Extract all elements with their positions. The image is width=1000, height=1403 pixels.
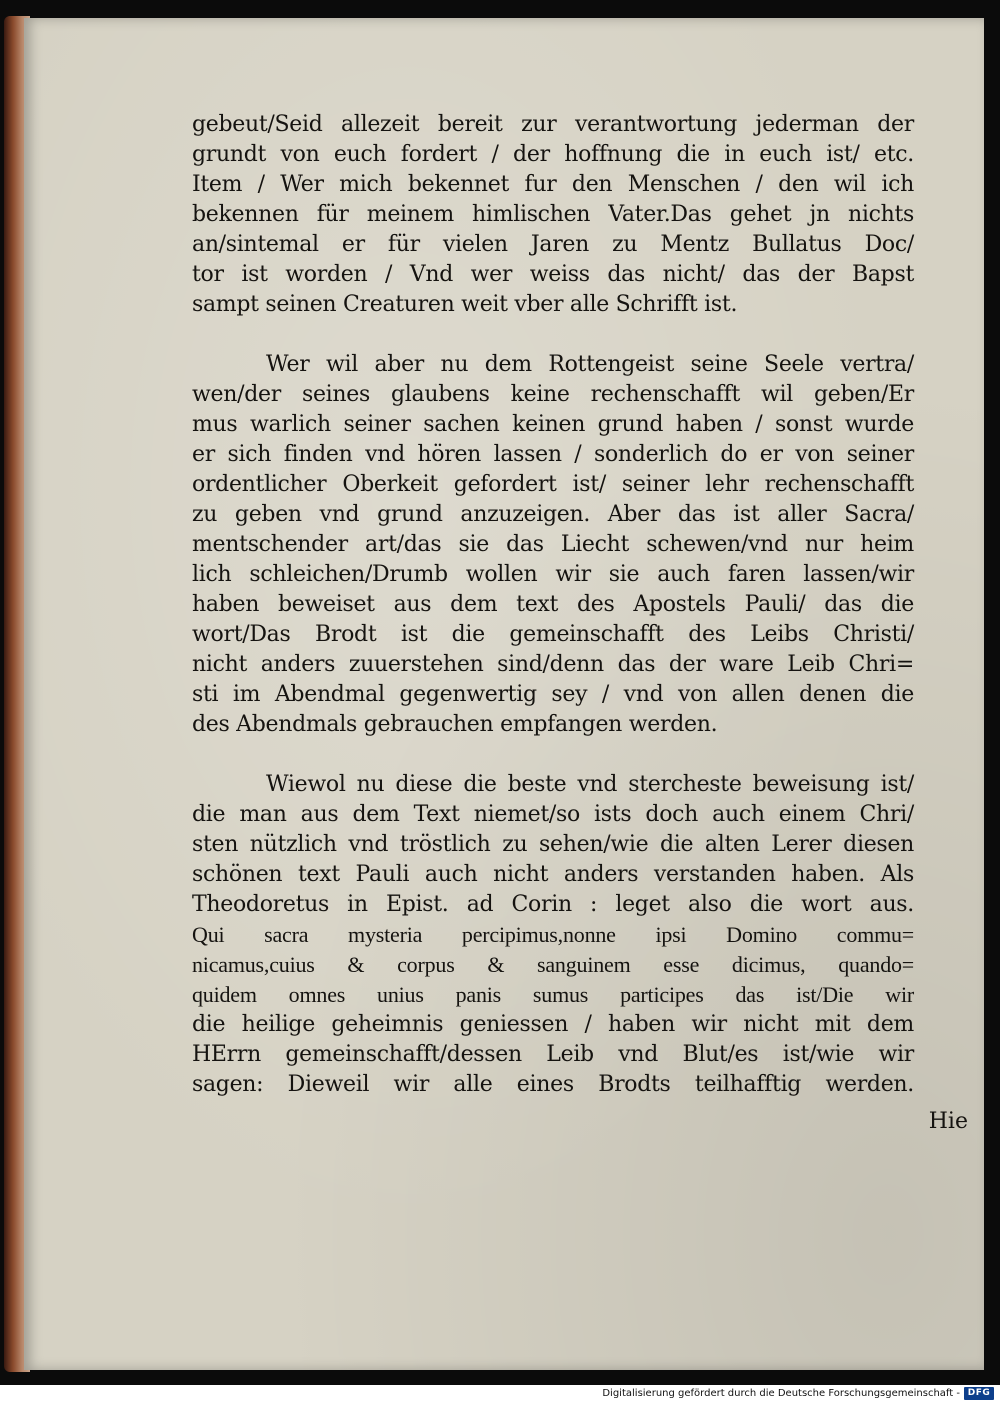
text-line: Theodoretus in Epist. ad Corin : leget also die wort aus. [192, 892, 914, 917]
paragraph-1 [192, 110, 914, 320]
text-line: ordentlicher Oberkeit gefordert ist/ seiner lehr rechenschafft [192, 472, 914, 497]
text-line: Item / Wer mich bekennet fur den Menschen / den wil ich [192, 172, 914, 197]
page-text [192, 110, 914, 1100]
text-line-latin: nicamus,cuius & corpus & sanguinem esse dicimus, quando= [192, 952, 914, 977]
text-line: die man aus dem Text niemet/so ists doch auch einem Chri/ [192, 802, 914, 827]
text-line-latin: quidem omnes unius panis sumus participes das ist/Die wir [192, 982, 914, 1007]
text-line: wort/Das Brodt ist die gemeinschafft des Leibs Christi/ [192, 622, 914, 647]
text-line: an/sintemal er für vielen Jaren zu Mentz Bullatus Doc/ [192, 232, 914, 257]
text-line: bekennen für meinem himlischen Vater.Das gehet jn nichts [192, 202, 914, 227]
text-line: sagen: Dieweil wir alle eines Brodts teilhafftig werden. [192, 1072, 914, 1097]
paragraph-2 [192, 350, 914, 740]
text-line: Wiewol nu diese die beste vnd stercheste beweisung ist/ [266, 772, 914, 797]
text-line: sti im Abendmal gegenwertig sey / vnd von allen denen die [192, 682, 914, 707]
text-line: wen/der seines glaubens keine rechenschafft wil geben/Er [192, 382, 914, 407]
text-line: die heilige geheimnis geniessen / haben wir nicht mit dem [192, 1012, 914, 1037]
text-line: nicht anders zuuerstehen sind/denn das der ware Leib Chri= [192, 652, 914, 677]
text-line: HErrn gemeinschafft/dessen Leib vnd Blut/es ist/wie wir [192, 1042, 914, 1067]
text-line: sampt seinen Creaturen weit vber alle Schrifft ist. [192, 292, 738, 317]
text-line-latin: Qui sacra mysteria percipimus,nonne ipsi Domino commu= [192, 922, 914, 947]
text-line: gebeut/Seid allezeit bereit zur verantwortung jederman der [192, 112, 914, 137]
digitization-credit: Digitalisierung gefördert durch die Deutsche Forschungsgemeinschaft - [602, 1388, 960, 1399]
text-line: er sich finden vnd hören lassen / sonderlich do er von seiner [192, 442, 914, 467]
text-line: schönen text Pauli auch nicht anders verstanden haben. Als [192, 862, 914, 887]
paragraph-3 [192, 770, 914, 1100]
text-line: lich schleichen/Drumb wollen wir sie auch faren lassen/wir [192, 562, 914, 587]
text-line: tor ist worden / Vnd wer weiss das nicht/ das der Bapst [192, 262, 914, 287]
text-line: grundt von euch fordert / der hoffnung die in euch ist/ etc. [192, 142, 914, 167]
text-line: Wer wil aber nu dem Rottengeist seine Seele vertra/ [266, 352, 914, 377]
catchword: Hie [928, 1109, 968, 1134]
dfg-logo-icon: DFG [964, 1387, 994, 1400]
text-line: sten nützlich vnd tröstlich zu sehen/wie die alten Lerer diesen [192, 832, 914, 857]
text-line: zu geben vnd grund anzuzeigen. Aber das ist aller Sacra/ [192, 502, 914, 527]
text-line: des Abendmals gebrauchen empfangen werden. [192, 712, 718, 737]
text-line: mus warlich seiner sachen keinen grund haben / sonst wurde [192, 412, 914, 437]
text-line: haben beweiset aus dem text des Apostels Pauli/ das die [192, 592, 914, 617]
text-line: mentschender art/das sie das Liecht schewen/vnd nur heim [192, 532, 914, 557]
